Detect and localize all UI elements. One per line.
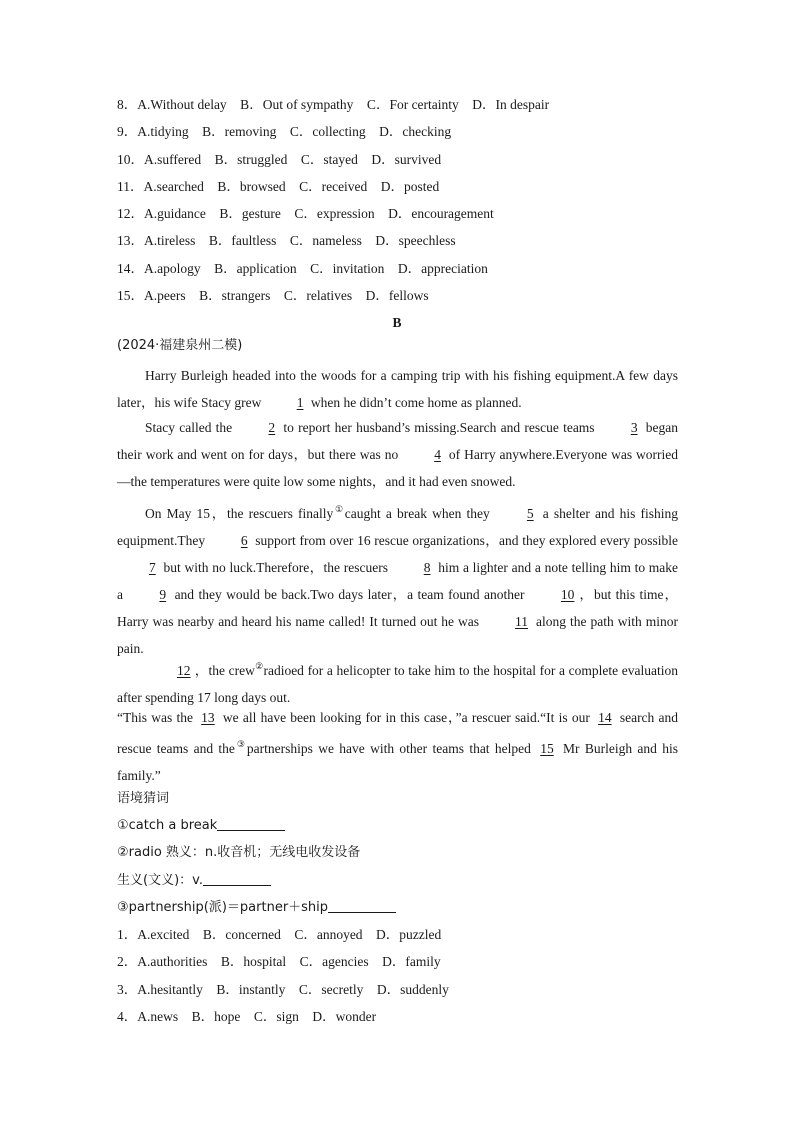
marker-2: ② [254,661,264,671]
blank-9: 9 [159,587,167,602]
blank-4: 4 [434,447,441,462]
option-line-4: 4．A.news B．hope C．sign D．wonder [117,1009,377,1024]
blank-13: 13 [201,710,215,725]
blank-7: 7 [149,560,156,575]
context-heading: 语境猜词 [117,791,170,806]
passage-paragraph-2: Stacy called the 2 to report her husband’s missing.Search and rescue teams 3 began their work and went on for days，but there was no 4 of Harry anywhere.Everyone was worried—the temperatures were quite low some nights，and it had even snowed. [117,414,678,495]
section-label: B [392,315,402,330]
option-line-10: 10．A.suffered B．struggled C．stayed D．survived [117,152,442,167]
context-item-4: ③partnership(派)＝partner＋ship [117,898,677,918]
option-line-14: 14．A.apology B．application C．invitation D．appreciation [117,261,488,276]
option-line-15: 15．A.peers B．strangers C．relatives D．fellows [117,288,429,303]
blank-2: 2 [268,420,276,435]
passage-paragraph-5: “This was the 13 we all have been looking for in this case，”a rescuer said.“It is our 14 search and rescue teams and the③partnerships we have with other teams that helped 15 Mr Burleigh and his family.” [117,704,678,789]
blank-5: 5 [526,506,534,521]
option-line-12: 12．A.guidance B．gesture C．expression D．encouragement [117,206,494,221]
passage-paragraph-3: On May 15，the rescuers finally①caught a break when they 5 a shelter and his fishing equipment.They 6 support from over 16 rescue organizations，and they explored every possible 7 but with no luck.Therefore，the rescuers 8 him a lighter and a note telling him to make a 9 and they would be back.Two days later，a team found another 10 ，but this time，Harry was nearby and heard his name called! It turned out he was 11 along the path with minor pain. [117,496,678,662]
option-line-3: 3．A.hesitantly B．instantly C．secretly D．suddenly [117,982,449,997]
answer-line-2 [203,871,271,886]
answer-line-3 [328,898,396,913]
source-note: (2024·福建泉州二模) [117,338,243,353]
marker-3: ③ [234,739,247,749]
blank-14: 14 [598,710,612,725]
blank-8: 8 [423,560,431,575]
option-line-8: 8．A.Without delay B．Out of sympathy C．For certainty D．In despair [117,97,550,112]
blank-15: 15 [540,741,554,756]
passage-paragraph-4: 12 ，the crew②radioed for a helicopter to take him to the hospital for a complete evaluation after spending 17 long days out. [117,653,678,711]
blank-6: 6 [240,533,248,548]
option-line-1: 1．A.excited B．concerned C．annoyed D．puzzled [117,927,442,942]
option-line-2: 2．A.authorities B．hospital C．agencies D．family [117,954,441,969]
blank-10: 10 [560,587,575,602]
passage-paragraph-1: Harry Burleigh headed into the woods for a camping trip with his fishing equipment.A few days later，his wife Stacy grew 1 when he didn’t come home as planned. [117,362,678,416]
option-line-11: 11．A.searched B．browsed C．received D．posted [117,179,440,194]
answer-line-1 [217,816,285,831]
blank-1: 1 [296,395,304,410]
blank-11: 11 [515,614,529,629]
option-line-13: 13．A.tireless B．faultless C．nameless D．speechless [117,233,456,248]
context-item-2: ②radio 熟义：n.收音机；无线电收发设备 [117,845,361,860]
option-line-9: 9．A.tidying B．removing C．collecting D．checking [117,124,452,139]
blank-3: 3 [630,420,638,435]
blank-12: 12 [177,663,191,678]
context-item-3: 生义(文义)：v. [117,871,677,891]
marker-1: ① [333,504,345,514]
context-item-1: ①catch a break [117,816,677,836]
